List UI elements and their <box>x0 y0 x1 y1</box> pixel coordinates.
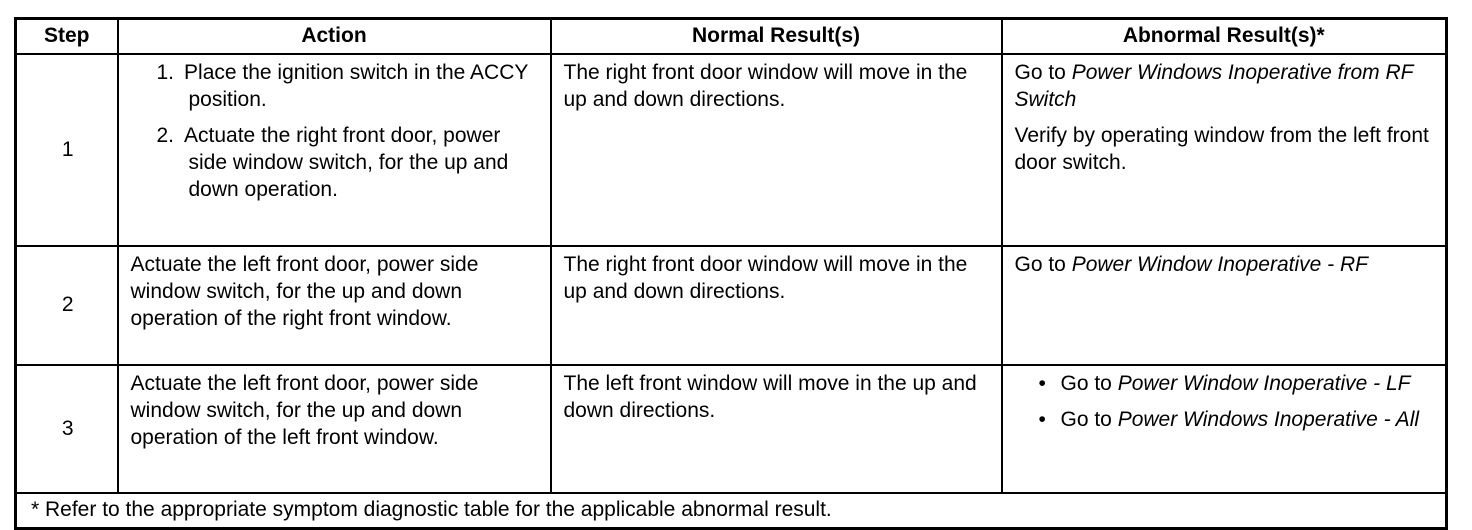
goto-prefix: Go to <box>1060 372 1118 395</box>
action-cell: Actuate the left front door, power side window switch, for the up and down operation of the left front window. <box>118 365 551 493</box>
step-number: 3 <box>16 365 118 493</box>
header-step: Step <box>16 19 118 55</box>
goto-prefix: Go to <box>1060 408 1118 431</box>
header-abnormal-results: Abnormal Result(s)* <box>1002 19 1447 55</box>
header-normal-results: Normal Result(s) <box>551 19 1002 55</box>
action-cell <box>118 54 551 246</box>
action-step <box>155 122 540 203</box>
table-row <box>16 246 1447 365</box>
bullet-icon: • <box>1038 372 1046 395</box>
abnormal-goto <box>1015 251 1436 278</box>
goto-prefix: Go to <box>1014 61 1072 84</box>
normal-result-cell: The right front door window will move in the up and down directions. <box>551 54 1002 246</box>
footnote: * Refer to the appropriate symptom diagnostic table for the applicable abnormal result. <box>16 493 1447 529</box>
action-cell: Actuate the left front door, power side window switch, for the up and down operation of the right front window. <box>118 246 551 365</box>
action-step <box>155 59 540 113</box>
abnormal-bullet-item <box>1039 370 1436 397</box>
table-row <box>16 365 1447 493</box>
abnormal-result-cell <box>1002 54 1447 246</box>
bullet-icon: • <box>1038 408 1046 431</box>
action-step-number: 1. <box>156 61 175 84</box>
action-step-text: Actuate the right front door, power side window switch, for the up and down operation. <box>184 124 509 201</box>
normal-result-cell: The left front window will move in the up and down directions. <box>551 365 1002 493</box>
abnormal-result-cell <box>1002 365 1447 493</box>
abnormal-note: Verify by operating window from the left front door switch. <box>1014 124 1429 174</box>
action-step-list <box>131 59 540 203</box>
step-number: 1 <box>16 54 118 246</box>
action-step-number: 2. <box>156 124 175 147</box>
header-row <box>16 19 1447 55</box>
diagnostic-table <box>14 17 1448 530</box>
goto-reference: Power Windows Inoperative - All <box>1117 408 1420 431</box>
header-action: Action <box>118 19 551 55</box>
footnote-row <box>16 493 1447 529</box>
goto-reference: Power Window Inoperative - RF <box>1071 253 1368 276</box>
abnormal-result-cell <box>1002 246 1447 365</box>
action-step-text: Place the ignition switch in the ACCY position. <box>184 61 528 111</box>
normal-result-cell: The right front door window will move in the up and down directions. <box>551 246 1002 365</box>
goto-reference: Power Window Inoperative - LF <box>1117 372 1411 395</box>
abnormal-bullet-item <box>1039 406 1436 433</box>
abnormal-goto <box>1015 59 1436 113</box>
table-row <box>16 54 1447 246</box>
goto-reference: Power Windows Inoperative from RF Switch <box>1014 61 1414 111</box>
abnormal-bullet-list <box>1015 370 1436 433</box>
step-number: 2 <box>16 246 118 365</box>
goto-prefix: Go to <box>1014 253 1072 276</box>
